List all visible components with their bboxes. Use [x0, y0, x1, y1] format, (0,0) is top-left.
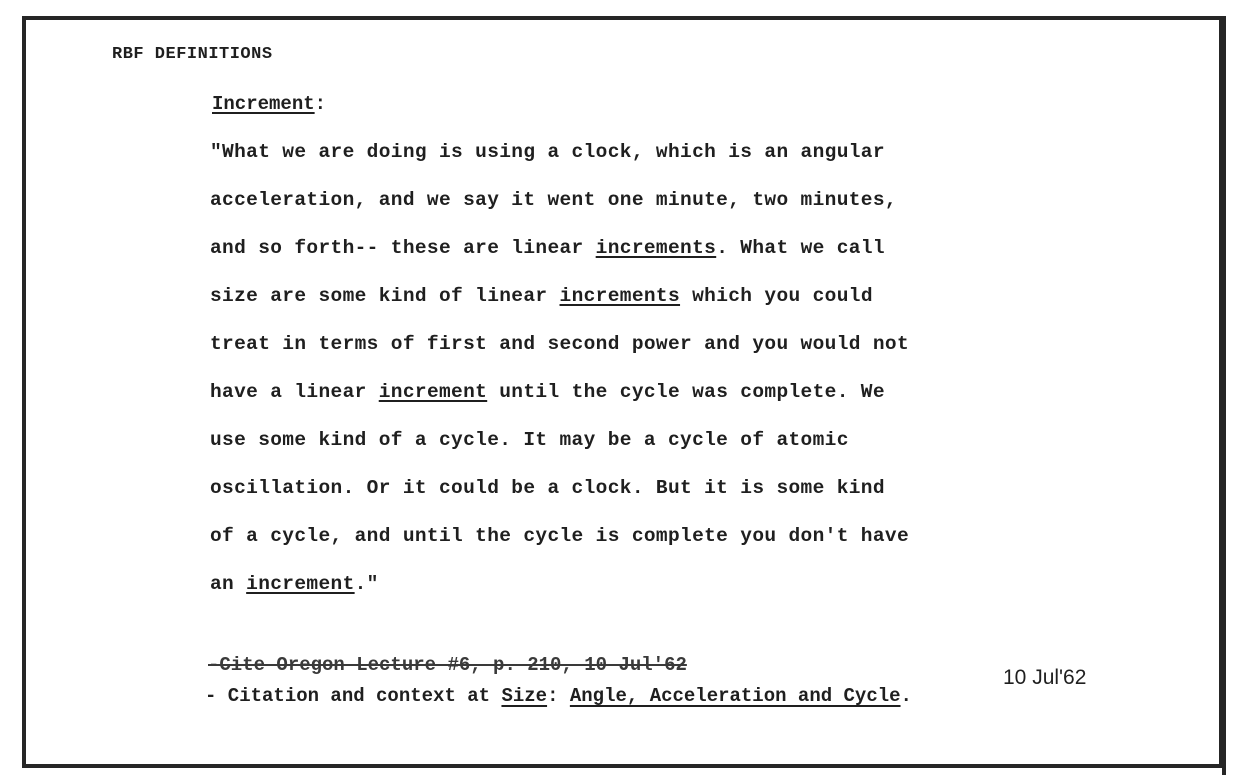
quote-text: size are some kind of linear — [210, 285, 560, 307]
quote-text: treat in terms of first and second power and you would not — [210, 333, 910, 355]
quote-line — [210, 429, 1110, 477]
quote-line — [210, 141, 1110, 189]
quote-line — [210, 333, 1110, 381]
quote-text: and so forth-- these are linear — [210, 237, 596, 259]
citation-size-link: Size — [501, 685, 548, 707]
quote-text: "What we are doing is using a clock, which is an angular — [210, 141, 885, 163]
quote-line — [210, 573, 1110, 621]
quote-text: oscillation. Or it could be a clock. But it is some kind — [210, 477, 885, 499]
document-header: RBF DEFINITIONS — [112, 45, 273, 64]
underlined-term: increment — [378, 381, 488, 403]
reference-date: 10 Jul'62 — [1003, 666, 1087, 689]
quote-line — [210, 381, 1110, 429]
quote-line — [210, 237, 1110, 285]
citation-prefix: - Citation and context at — [205, 685, 502, 707]
citation-topic: Angle, Acceleration and Cycle — [569, 685, 901, 707]
struck-out-citation: -Cite Oregon Lecture #6, p. 210, 10 Jul'62 — [208, 654, 687, 676]
quote-text: which you could — [680, 285, 873, 307]
quote-text: ." — [354, 573, 379, 595]
citation-colon: : — [547, 685, 570, 707]
citation-line — [205, 685, 912, 707]
quote-line — [210, 525, 1110, 573]
citation-end: . — [900, 685, 912, 707]
quote-line — [210, 285, 1110, 333]
quote-text: . What we call — [716, 237, 885, 259]
underlined-term: increment — [246, 573, 355, 595]
term-heading — [212, 93, 326, 115]
quote-text: acceleration, and we say it went one minute, two minutes, — [210, 189, 897, 211]
quote-text: until the cycle was complete. We — [487, 381, 885, 403]
card-right-border — [1222, 16, 1226, 775]
quote-text: have a linear — [210, 381, 379, 403]
quote-text: an — [210, 573, 247, 595]
underlined-term: increments — [559, 285, 681, 307]
quote-text: use some kind of a cycle. It may be a cycle of atomic — [210, 429, 849, 451]
quote-line — [210, 189, 1110, 237]
definition-quote — [210, 141, 1110, 621]
term-label: Increment — [212, 93, 315, 115]
quote-text: of a cycle, and until the cycle is complete you don't have — [210, 525, 910, 547]
term-colon: : — [314, 93, 327, 115]
underlined-term: increments — [595, 237, 717, 259]
quote-line — [210, 477, 1110, 525]
